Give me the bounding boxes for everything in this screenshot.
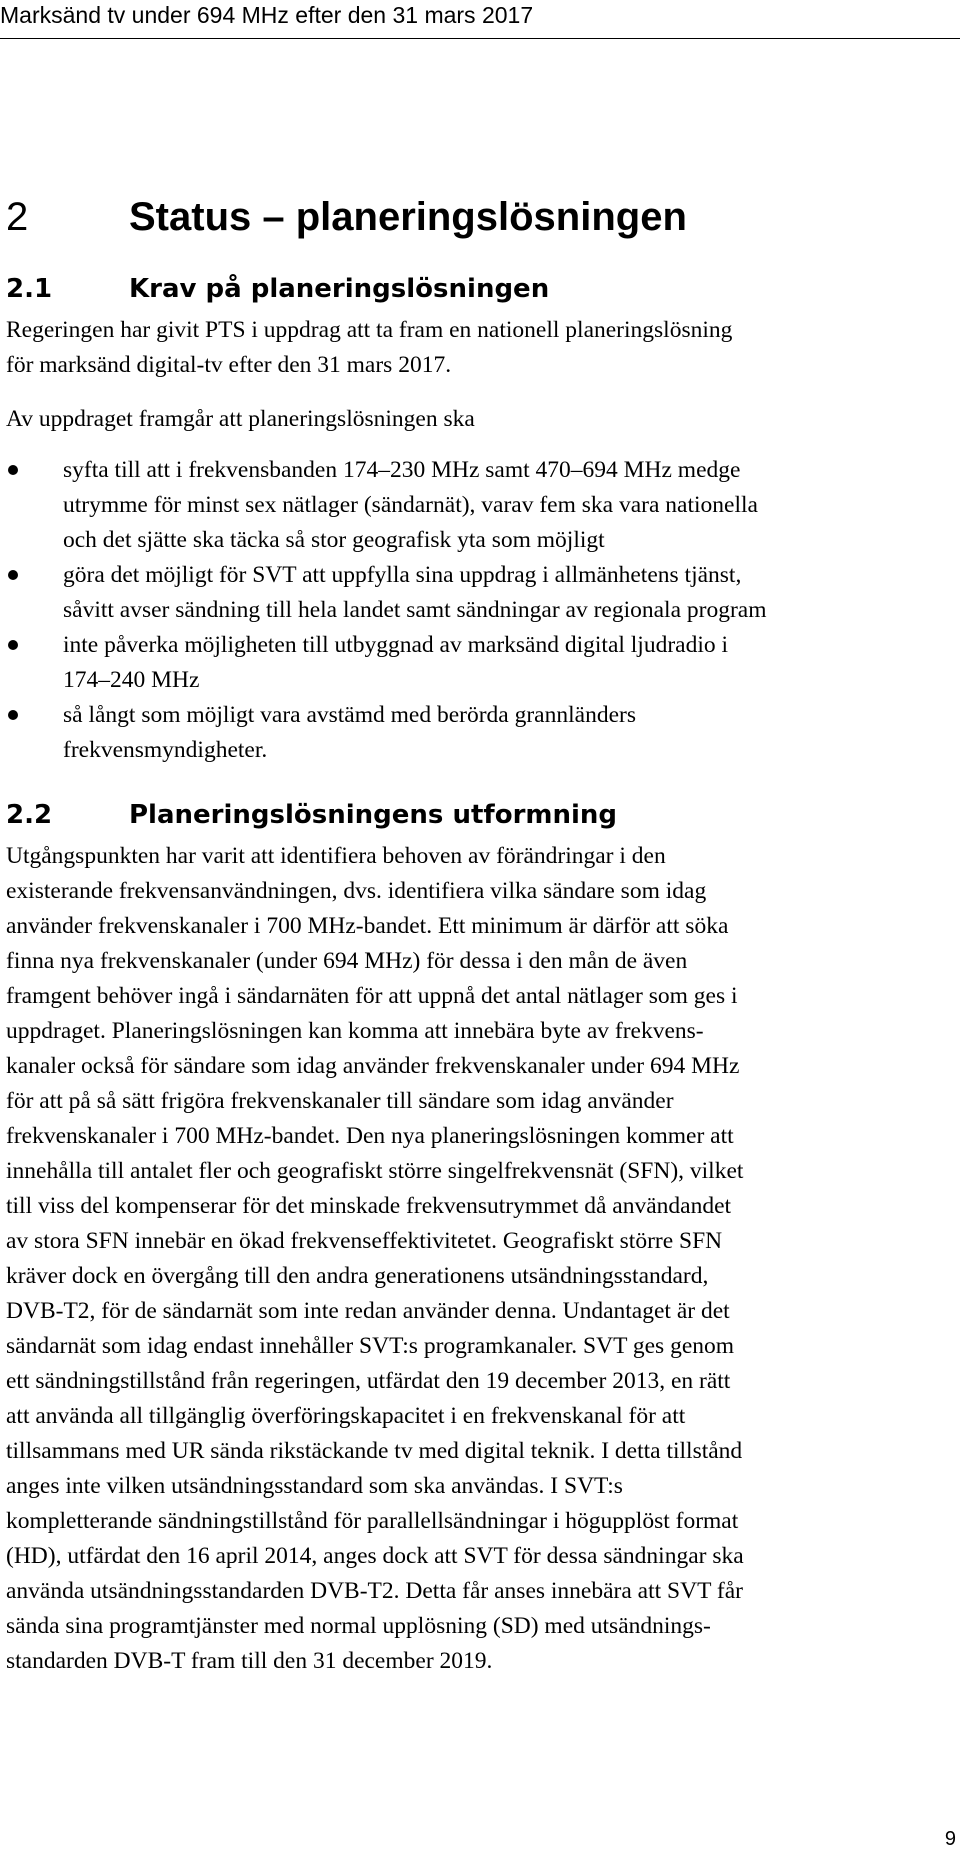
text-line: uppdraget. Planeringslösningen kan komma att innebära byte av frekvens- bbox=[6, 1018, 704, 1044]
text-line: av stora SFN innebär en ökad frekvenseffektivitetet. Geografiskt större SFN bbox=[6, 1228, 723, 1254]
text-line: inte påverka möjligheten till utbyggnad av marksänd digital ljudradio i bbox=[63, 632, 729, 658]
text-line: Av uppdraget framgår att planeringslösningen ska bbox=[6, 406, 475, 432]
text-line: finna nya frekvenskanaler (under 694 MHz) för dessa i den mån de även bbox=[6, 948, 688, 974]
chapter-title: Status – planeringslösningen bbox=[129, 195, 687, 239]
requirements-list bbox=[6, 453, 958, 768]
text-line: frekvensmyndigheter. bbox=[63, 737, 268, 763]
section-title: Krav på planeringslösningen bbox=[129, 274, 550, 304]
text-line: göra det möjligt för SVT att uppfylla sina uppdrag i allmänhetens tjänst, bbox=[63, 562, 742, 588]
section-title: Planeringslösningens utformning bbox=[129, 800, 618, 830]
list-item bbox=[6, 453, 958, 558]
text-line: använder frekvenskanaler i 700 MHz-bandet. Ett minimum är därför att söka bbox=[6, 913, 729, 939]
text-line: framgent behöver ingå i sändarnäten för att uppnå det antal nätlager som ges i bbox=[6, 983, 738, 1009]
body-paragraph bbox=[6, 839, 958, 1679]
text-line: tillsammans med UR sända rikstäckande tv med digital teknik. I detta tillstånd bbox=[6, 1438, 743, 1464]
text-line: använda utsändningsstandarden DVB-T2. Detta får anses innebära att SVT får bbox=[6, 1578, 743, 1604]
list-item bbox=[6, 698, 958, 768]
text-line: såvitt avser sändning till hela landet samt sändningar av regionala program bbox=[63, 597, 767, 623]
running-title: Marksänd tv under 694 MHz efter den 31 mars 2017 bbox=[0, 2, 534, 28]
text-line: syfta till att i frekvensbanden 174–230 MHz samt 470–694 MHz medge bbox=[63, 457, 741, 483]
text-line: kompletterande sändningstillstånd för parallellsändningar i högupplöst format bbox=[6, 1508, 739, 1534]
text-line: frekvenskanaler i 700 MHz-bandet. Den nya planeringslösningen kommer att bbox=[6, 1123, 734, 1149]
text-line: 174–240 MHz bbox=[63, 667, 200, 693]
text-line: anges inte vilken utsändningsstandard som ska användas. I SVT:s bbox=[6, 1473, 623, 1499]
lead-paragraph bbox=[6, 402, 958, 437]
chapter-heading bbox=[6, 193, 687, 241]
page-header bbox=[0, 0, 960, 39]
text-line: och det sjätte ska täcka så stor geografisk yta som möjligt bbox=[63, 527, 605, 553]
text-line: kräver dock en övergång till den andra generationens utsändningsstandard, bbox=[6, 1263, 709, 1289]
section-number: 2.1 bbox=[6, 274, 53, 304]
text-line: innehålla till antalet fler och geografiskt större singelfrekvensnät (SFN), vilket bbox=[6, 1158, 744, 1184]
text-line: Regeringen har givit PTS i uppdrag att ta fram en nationell planeringslösning bbox=[6, 317, 733, 343]
text-line: Utgångspunkten har varit att identifiera behoven av förändringar i den bbox=[6, 843, 666, 869]
intro-paragraph bbox=[6, 313, 958, 383]
bullet-icon bbox=[8, 710, 18, 720]
text-line: utrymme för minst sex nätlager (sändarnät), varav fem ska vara nationella bbox=[63, 492, 758, 518]
list-item bbox=[6, 558, 958, 628]
bullet-icon bbox=[8, 570, 18, 580]
text-line: för att på så sätt frigöra frekvenskanaler till sändare som idag använder bbox=[6, 1088, 674, 1114]
page-number: 9 bbox=[944, 1828, 956, 1850]
bullet-icon bbox=[8, 640, 18, 650]
text-line: ett sändningstillstånd från regeringen, utfärdat den 19 december 2013, en rätt bbox=[6, 1368, 731, 1394]
text-line: standarden DVB-T fram till den 31 december 2019. bbox=[6, 1648, 493, 1674]
text-line: DVB-T2, för de sändarnät som inte redan använder denna. Undantaget är det bbox=[6, 1298, 730, 1324]
text-line: att använda all tillgänglig överföringskapacitet i en frekvenskanal för att bbox=[6, 1403, 686, 1429]
list-item bbox=[6, 628, 958, 698]
section-number: 2.2 bbox=[6, 800, 53, 830]
bullet-icon bbox=[8, 465, 18, 475]
text-line: kanaler också för sändare som idag använder frekvenskanaler under 694 MHz bbox=[6, 1053, 740, 1079]
text-line: för marksänd digital-tv efter den 31 mars 2017. bbox=[6, 352, 452, 378]
text-line: sända sina programtjänster med normal upplösning (SD) med utsändnings- bbox=[6, 1613, 711, 1639]
section-heading-2-2 bbox=[6, 798, 617, 832]
text-line: existerande frekvensanvändningen, dvs. identifiera vilka sändare som idag bbox=[6, 878, 707, 904]
text-line: så långt som möjligt vara avstämd med berörda grannländers bbox=[63, 702, 636, 728]
text-line: till viss del kompenserar för det minskade frekvensutrymmet då användandet bbox=[6, 1193, 732, 1219]
text-line: sändarnät som idag endast innehåller SVT:s programkanaler. SVT ges genom bbox=[6, 1333, 735, 1359]
text-line: (HD), utfärdat den 16 april 2014, anges dock att SVT för dessa sändningar ska bbox=[6, 1543, 744, 1569]
section-heading-2-1 bbox=[6, 272, 549, 306]
chapter-number: 2 bbox=[6, 195, 29, 239]
